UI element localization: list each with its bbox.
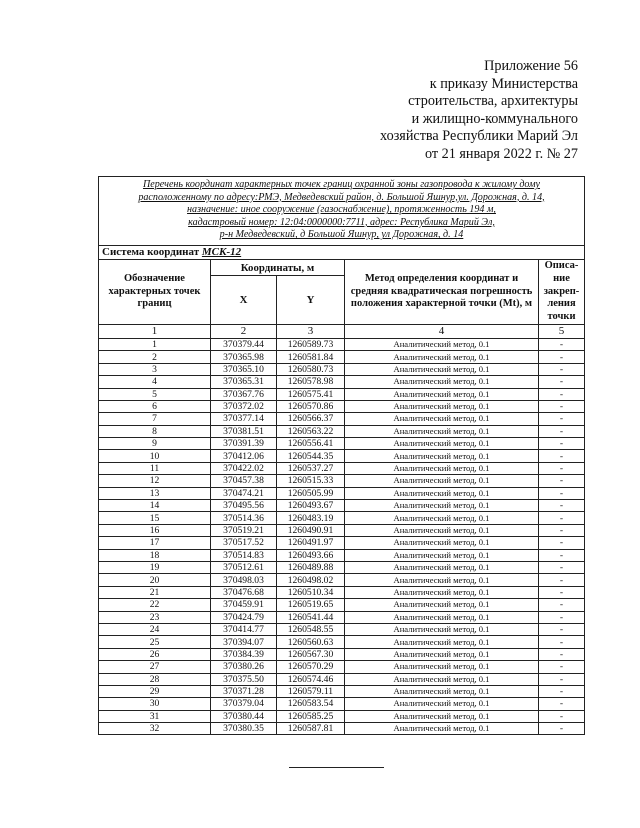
x-coordinate-cell: 370380.35: [211, 723, 277, 735]
description-cell: -: [539, 376, 585, 388]
table-row: [99, 673, 585, 685]
description-cell: -: [539, 561, 585, 573]
x-coordinate-cell: 370367.76: [211, 388, 277, 400]
description-cell: -: [539, 351, 585, 363]
method-cell: Аналитический метод, 0.1: [345, 623, 539, 635]
point-number-cell: 23: [99, 611, 211, 623]
y-coordinate-cell: 1260589.73: [277, 338, 345, 350]
y-coordinate-cell: 1260519.65: [277, 599, 345, 611]
point-number-cell: 2: [99, 351, 211, 363]
table-row: [99, 710, 585, 722]
column-number: 1: [99, 324, 211, 338]
y-coordinate-cell: 1260556.41: [277, 438, 345, 450]
description-cell: -: [539, 611, 585, 623]
table-row: [99, 685, 585, 697]
method-cell: Аналитический метод, 0.1: [345, 698, 539, 710]
x-coordinate-cell: 370365.98: [211, 351, 277, 363]
table-row: [99, 586, 585, 598]
description-cell: -: [539, 723, 585, 735]
table-row: [99, 500, 585, 512]
description-cell: -: [539, 338, 585, 350]
description-cell: -: [539, 623, 585, 635]
column-number: 3: [277, 324, 345, 338]
method-cell: Аналитический метод, 0.1: [345, 425, 539, 437]
header-point: Обозначение характерных точек границ: [99, 259, 211, 324]
table-row: [99, 438, 585, 450]
table-row: [99, 462, 585, 474]
point-number-cell: 13: [99, 487, 211, 499]
table-row: [99, 599, 585, 611]
x-coordinate-cell: 370380.26: [211, 661, 277, 673]
point-number-cell: 24: [99, 623, 211, 635]
method-cell: Аналитический метод, 0.1: [345, 512, 539, 524]
column-number-row: [99, 324, 585, 338]
y-coordinate-cell: 1260581.84: [277, 351, 345, 363]
y-coordinate-cell: 1260493.67: [277, 500, 345, 512]
y-coordinate-cell: 1260515.33: [277, 475, 345, 487]
header-y: Y: [277, 276, 345, 324]
x-coordinate-cell: 370476.68: [211, 586, 277, 598]
coordinates-table: [98, 176, 585, 735]
x-coordinate-cell: 370495.56: [211, 500, 277, 512]
x-coordinate-cell: 370512.61: [211, 561, 277, 573]
description-cell: -: [539, 685, 585, 697]
x-coordinate-cell: 370375.50: [211, 673, 277, 685]
y-coordinate-cell: 1260587.81: [277, 723, 345, 735]
point-number-cell: 9: [99, 438, 211, 450]
method-cell: Аналитический метод, 0.1: [345, 524, 539, 536]
description-cell: -: [539, 586, 585, 598]
x-coordinate-cell: 370514.36: [211, 512, 277, 524]
x-coordinate-cell: 370377.14: [211, 413, 277, 425]
point-number-cell: 28: [99, 673, 211, 685]
x-coordinate-cell: 370380.44: [211, 710, 277, 722]
footer-divider: [289, 767, 384, 768]
method-cell: Аналитический метод, 0.1: [345, 673, 539, 685]
y-coordinate-cell: 1260567.30: [277, 648, 345, 660]
method-cell: Аналитический метод, 0.1: [345, 363, 539, 375]
y-coordinate-cell: 1260483.19: [277, 512, 345, 524]
point-number-cell: 30: [99, 698, 211, 710]
table-row: [99, 549, 585, 561]
point-number-cell: 12: [99, 475, 211, 487]
table-row: [99, 636, 585, 648]
header-description: Описа-ние закреп-ления точки: [539, 259, 585, 324]
y-coordinate-cell: 1260490.91: [277, 524, 345, 536]
x-coordinate-cell: 370459.91: [211, 599, 277, 611]
x-coordinate-cell: 370371.28: [211, 685, 277, 697]
x-coordinate-cell: 370517.52: [211, 537, 277, 549]
method-cell: Аналитический метод, 0.1: [345, 648, 539, 660]
table-row: [99, 648, 585, 660]
table-row: [99, 537, 585, 549]
y-coordinate-cell: 1260575.41: [277, 388, 345, 400]
description-cell: -: [539, 636, 585, 648]
method-cell: Аналитический метод, 0.1: [345, 413, 539, 425]
y-coordinate-cell: 1260548.55: [277, 623, 345, 635]
table-row: [99, 698, 585, 710]
description-cell: -: [539, 388, 585, 400]
y-coordinate-cell: 1260541.44: [277, 611, 345, 623]
caption-row: [99, 177, 585, 246]
y-coordinate-cell: 1260510.34: [277, 586, 345, 598]
table-row: [99, 425, 585, 437]
method-cell: Аналитический метод, 0.1: [345, 462, 539, 474]
method-cell: Аналитический метод, 0.1: [345, 487, 539, 499]
point-number-cell: 17: [99, 537, 211, 549]
point-number-cell: 8: [99, 425, 211, 437]
table-row: [99, 512, 585, 524]
column-number: 4: [345, 324, 539, 338]
caption-line: расположенному по адресу:РМЭ, Медведевский район, д. Большой Яшнур,ул. Дорожная, д. 14,: [138, 191, 545, 203]
caption-line: кадастровый номер: 12:04:0000000:7711, адрес: Республика Марий Эл,: [188, 216, 495, 228]
point-number-cell: 7: [99, 413, 211, 425]
description-cell: -: [539, 524, 585, 536]
description-cell: -: [539, 462, 585, 474]
method-cell: Аналитический метод, 0.1: [345, 450, 539, 462]
y-coordinate-cell: 1260583.54: [277, 698, 345, 710]
point-number-cell: 31: [99, 710, 211, 722]
x-coordinate-cell: 370379.04: [211, 698, 277, 710]
point-number-cell: 3: [99, 363, 211, 375]
point-number-cell: 32: [99, 723, 211, 735]
table-row: [99, 376, 585, 388]
description-cell: -: [539, 574, 585, 586]
table-row: [99, 351, 585, 363]
y-coordinate-cell: 1260505.99: [277, 487, 345, 499]
x-coordinate-cell: 370457.38: [211, 475, 277, 487]
caption-line: назначение: иное сооружение (газоснабжение), протяженность 194 м,: [187, 204, 496, 216]
table-row: [99, 450, 585, 462]
point-number-cell: 29: [99, 685, 211, 697]
table-row: [99, 487, 585, 499]
point-number-cell: 27: [99, 661, 211, 673]
point-number-cell: 4: [99, 376, 211, 388]
point-number-cell: 16: [99, 524, 211, 536]
point-number-cell: 5: [99, 388, 211, 400]
description-cell: -: [539, 661, 585, 673]
x-coordinate-cell: 370394.07: [211, 636, 277, 648]
x-coordinate-cell: 370412.06: [211, 450, 277, 462]
point-number-cell: 20: [99, 574, 211, 586]
x-coordinate-cell: 370514.83: [211, 549, 277, 561]
column-number: 2: [211, 324, 277, 338]
table-row: [99, 623, 585, 635]
point-number-cell: 19: [99, 561, 211, 573]
description-cell: -: [539, 710, 585, 722]
method-cell: Аналитический метод, 0.1: [345, 475, 539, 487]
table-row: [99, 338, 585, 350]
method-cell: Аналитический метод, 0.1: [345, 388, 539, 400]
system-row: [99, 245, 585, 259]
y-coordinate-cell: 1260493.66: [277, 549, 345, 561]
x-coordinate-cell: 370519.21: [211, 524, 277, 536]
description-cell: -: [539, 413, 585, 425]
x-coordinate-cell: 370381.51: [211, 425, 277, 437]
method-cell: Аналитический метод, 0.1: [345, 611, 539, 623]
point-number-cell: 18: [99, 549, 211, 561]
point-number-cell: 10: [99, 450, 211, 462]
description-cell: -: [539, 673, 585, 685]
header-x: X: [211, 276, 277, 324]
table-row: [99, 388, 585, 400]
description-cell: -: [539, 363, 585, 375]
method-cell: Аналитический метод, 0.1: [345, 351, 539, 363]
point-number-cell: 22: [99, 599, 211, 611]
point-number-cell: 26: [99, 648, 211, 660]
y-coordinate-cell: 1260580.73: [277, 363, 345, 375]
y-coordinate-cell: 1260570.29: [277, 661, 345, 673]
x-coordinate-cell: 370424.79: [211, 611, 277, 623]
method-cell: Аналитический метод, 0.1: [345, 400, 539, 412]
table-row: [99, 524, 585, 536]
description-cell: -: [539, 549, 585, 561]
x-coordinate-cell: 370498.03: [211, 574, 277, 586]
table-row: [99, 611, 585, 623]
table-row: [99, 561, 585, 573]
y-coordinate-cell: 1260566.37: [277, 413, 345, 425]
table-row: [99, 574, 585, 586]
table-row: [99, 475, 585, 487]
header-method: Метод определения координат и средняя квадратическая погрешность положения характерной точки (Mt), м: [345, 259, 539, 324]
y-coordinate-cell: 1260498.02: [277, 574, 345, 586]
x-coordinate-cell: 370391.39: [211, 438, 277, 450]
x-coordinate-cell: 370372.02: [211, 400, 277, 412]
y-coordinate-cell: 1260574.46: [277, 673, 345, 685]
x-coordinate-cell: 370414.77: [211, 623, 277, 635]
x-coordinate-cell: 370365.31: [211, 376, 277, 388]
appendix-line: от 21 января 2022 г. № 27: [425, 145, 578, 162]
method-cell: Аналитический метод, 0.1: [345, 586, 539, 598]
coordinate-system-value: МСК-12: [201, 246, 242, 259]
table-row: [99, 400, 585, 412]
point-number-cell: 1: [99, 338, 211, 350]
y-coordinate-cell: 1260537.27: [277, 462, 345, 474]
method-cell: Аналитический метод, 0.1: [345, 723, 539, 735]
header-row: [99, 259, 585, 276]
x-coordinate-cell: 370474.21: [211, 487, 277, 499]
method-cell: Аналитический метод, 0.1: [345, 685, 539, 697]
point-number-cell: 11: [99, 462, 211, 474]
description-cell: -: [539, 648, 585, 660]
header-coords: Координаты, м: [211, 259, 345, 276]
method-cell: Аналитический метод, 0.1: [345, 574, 539, 586]
x-coordinate-cell: 370422.02: [211, 462, 277, 474]
appendix-line: и жилищно-коммунального: [411, 110, 578, 127]
method-cell: Аналитический метод, 0.1: [345, 710, 539, 722]
description-cell: -: [539, 512, 585, 524]
x-coordinate-cell: 370384.39: [211, 648, 277, 660]
description-cell: -: [539, 425, 585, 437]
appendix-line: Приложение 56: [484, 58, 578, 74]
point-number-cell: 6: [99, 400, 211, 412]
coordinate-system: [99, 245, 585, 259]
method-cell: Аналитический метод, 0.1: [345, 338, 539, 350]
y-coordinate-cell: 1260491.97: [277, 537, 345, 549]
table-caption: [99, 177, 585, 246]
description-cell: -: [539, 537, 585, 549]
method-cell: Аналитический метод, 0.1: [345, 561, 539, 573]
method-cell: Аналитический метод, 0.1: [345, 376, 539, 388]
column-number: 5: [539, 324, 585, 338]
caption-line: Перечень координат характерных точек границ охранной зоны газопровода к жилому дому: [142, 179, 541, 190]
y-coordinate-cell: 1260579.11: [277, 685, 345, 697]
appendix-line: к приказу Министерства: [429, 75, 578, 92]
table-row: [99, 363, 585, 375]
point-number-cell: 14: [99, 500, 211, 512]
method-cell: Аналитический метод, 0.1: [345, 537, 539, 549]
description-cell: -: [539, 438, 585, 450]
x-coordinate-cell: 370379.44: [211, 338, 277, 350]
method-cell: Аналитический метод, 0.1: [345, 661, 539, 673]
method-cell: Аналитический метод, 0.1: [345, 438, 539, 450]
y-coordinate-cell: 1260585.25: [277, 710, 345, 722]
description-cell: -: [539, 487, 585, 499]
description-cell: -: [539, 475, 585, 487]
y-coordinate-cell: 1260560.63: [277, 636, 345, 648]
y-coordinate-cell: 1260578.98: [277, 376, 345, 388]
table-row: [99, 723, 585, 735]
method-cell: Аналитический метод, 0.1: [345, 599, 539, 611]
x-coordinate-cell: 370365.10: [211, 363, 277, 375]
appendix-line: хозяйства Республики Марий Эл: [380, 128, 578, 145]
y-coordinate-cell: 1260570.86: [277, 400, 345, 412]
point-number-cell: 21: [99, 586, 211, 598]
description-cell: -: [539, 400, 585, 412]
point-number-cell: 15: [99, 512, 211, 524]
description-cell: -: [539, 698, 585, 710]
y-coordinate-cell: 1260544.35: [277, 450, 345, 462]
y-coordinate-cell: 1260563.22: [277, 425, 345, 437]
method-cell: Аналитический метод, 0.1: [345, 500, 539, 512]
y-coordinate-cell: 1260489.88: [277, 561, 345, 573]
description-cell: -: [539, 599, 585, 611]
coordinate-system-label: Система координат: [102, 246, 202, 259]
table-row: [99, 413, 585, 425]
method-cell: Аналитический метод, 0.1: [345, 549, 539, 561]
appendix-header: [318, 58, 578, 164]
table-row: [99, 661, 585, 673]
point-number-cell: 25: [99, 636, 211, 648]
method-cell: Аналитический метод, 0.1: [345, 636, 539, 648]
caption-line: р-н Медведевский, д Большой Яшнур, ул Дорожная, д. 14: [219, 229, 464, 241]
description-cell: -: [539, 500, 585, 512]
appendix-line: строительства, архитектуры: [408, 93, 578, 110]
description-cell: -: [539, 450, 585, 462]
